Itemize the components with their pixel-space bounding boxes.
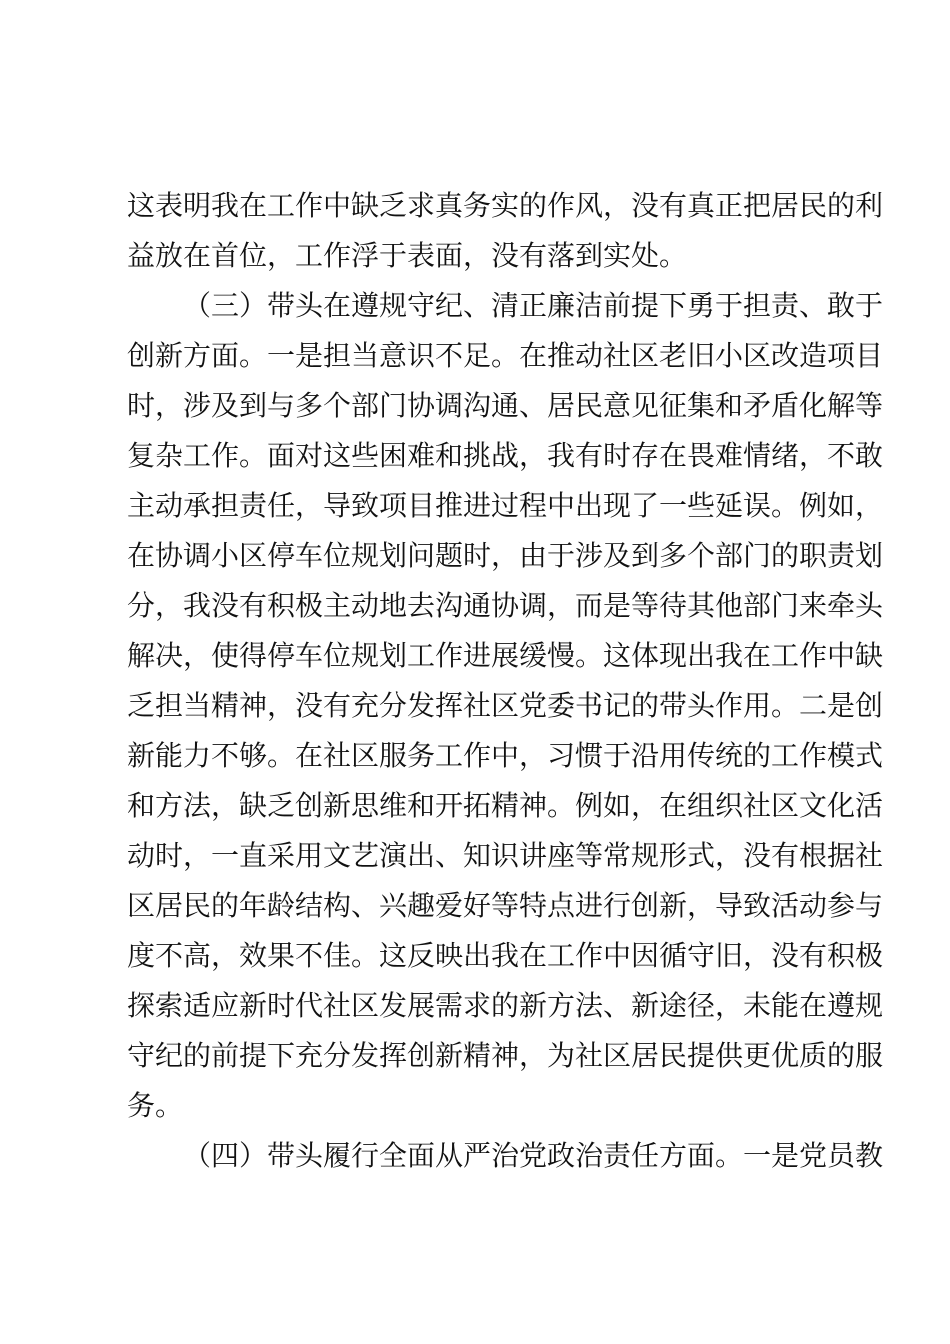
text-line: 乏担当精神，没有充分发挥社区党委书记的带头作用。二是创 — [127, 689, 884, 722]
section-heading-line: （三）带头在遵规守纪、清正廉洁前提下勇于担责、敢于 — [183, 289, 884, 322]
text-line: 解决，使得停车位规划工作进展缓慢。这体现出我在工作中缺 — [127, 639, 884, 672]
text-line: 新能力不够。在社区服务工作中，习惯于沿用传统的工作模式 — [127, 739, 884, 772]
text-line: 度不高，效果不佳。这反映出我在工作中因循守旧，没有积极 — [127, 939, 884, 972]
text-line: 复杂工作。面对这些困难和挑战，我有时存在畏难情绪，不敢 — [127, 439, 884, 472]
text-line: 时，涉及到与多个部门协调沟通、居民意见征集和矛盾化解等 — [127, 389, 884, 422]
section-heading-line: （四）带头履行全面从严治党政治责任方面。一是党员教 — [183, 1139, 884, 1172]
text-line: 动时，一直采用文艺演出、知识讲座等常规形式，没有根据社 — [127, 839, 884, 872]
text-line: 创新方面。一是担当意识不足。在推动社区老旧小区改造项目 — [127, 339, 884, 372]
text-line: 这表明我在工作中缺乏求真务实的作风，没有真正把居民的利 — [127, 189, 884, 222]
text-line: 在协调小区停车位规划问题时，由于涉及到多个部门的职责划 — [127, 539, 884, 572]
text-line: 区居民的年龄结构、兴趣爱好等特点进行创新，导致活动参与 — [127, 889, 884, 922]
text-line: 主动承担责任，导致项目推进过程中出现了一些延误。例如， — [127, 489, 884, 522]
text-line: 务。 — [127, 1089, 184, 1122]
text-line: 益放在首位，工作浮于表面，没有落到实处。 — [127, 239, 688, 272]
text-line: 守纪的前提下充分发挥创新精神，为社区居民提供更优质的服 — [127, 1039, 884, 1072]
text-line: 探索适应新时代社区发展需求的新方法、新途径，未能在遵规 — [127, 989, 884, 1022]
text-line: 和方法，缺乏创新思维和开拓精神。例如，在组织社区文化活 — [127, 789, 884, 822]
text-line: 分，我没有积极主动地去沟通协调，而是等待其他部门来牵头 — [127, 589, 884, 622]
